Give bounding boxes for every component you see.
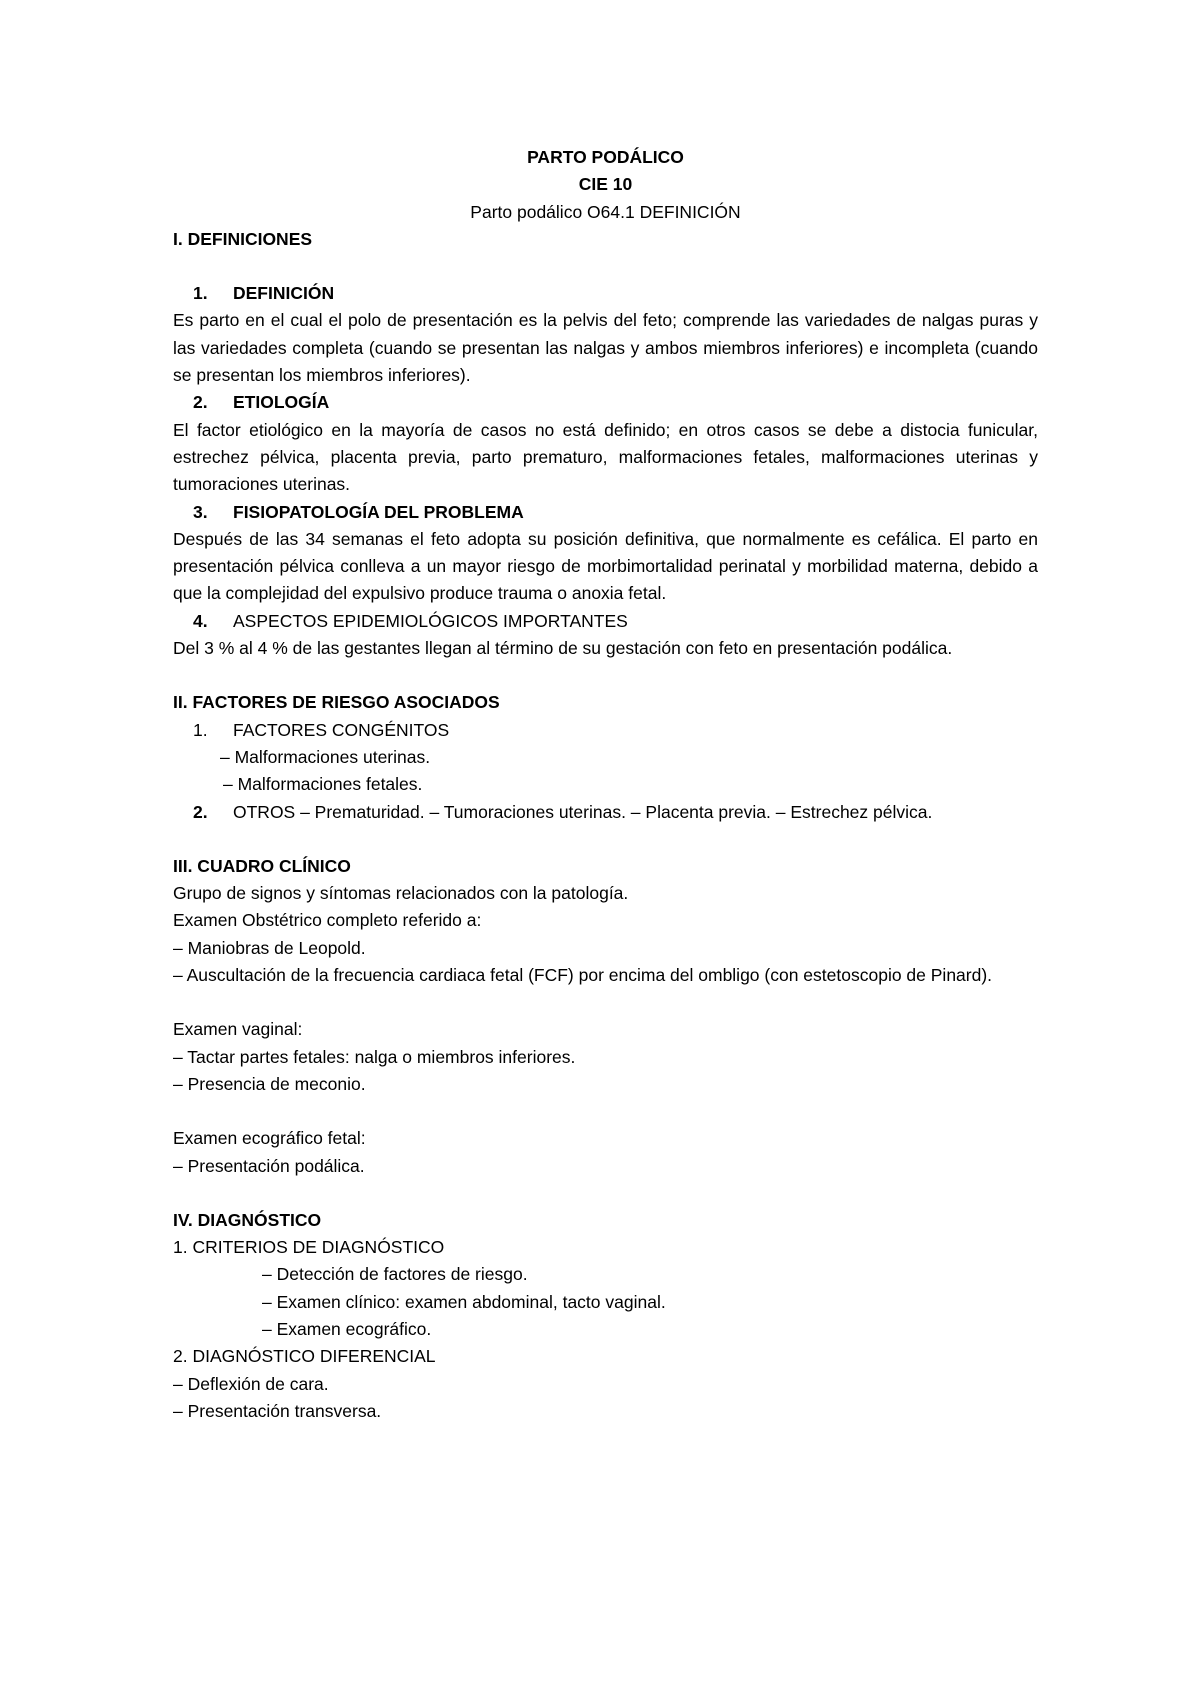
text-line: Grupo de signos y síntomas relacionados con la patología. xyxy=(173,883,629,904)
spacer xyxy=(173,662,1038,689)
paragraph-definicion: Es parto en el cual el polo de presentación es la pelvis del feto; comprende las variedades de nalgas puras y las variedades completa (cuando se presentan las nalgas y ambos miembros inferiores) e incompleta (cuando se presentan los miembros inferiores). xyxy=(173,310,1038,386)
document-subtitle: CIE 10 xyxy=(578,174,633,195)
list-line: – Malformaciones fetales. xyxy=(223,774,423,795)
list-item-etiologia xyxy=(173,389,1038,416)
spacer xyxy=(173,1098,1038,1125)
text-line: – Detección de factores de riesgo. xyxy=(262,1264,528,1285)
list-number: 1. xyxy=(193,719,208,740)
text-line: – Tactar partes fetales: nalga o miembros inferiores. xyxy=(173,1046,576,1067)
list-item-definicion xyxy=(173,280,1038,307)
list-item-title: ASPECTOS EPIDEMIOLÓGICOS IMPORTANTES xyxy=(233,610,628,631)
list-number: 1. xyxy=(193,283,208,304)
text-line: – Presentación transversa. xyxy=(173,1400,382,1421)
spacer xyxy=(173,253,1038,280)
list-item-otros xyxy=(173,799,1038,826)
text-line: – Maniobras de Leopold. xyxy=(173,937,366,958)
list-item-text: OTROS – Prematuridad. – Tumoraciones uterinas. – Placenta previa. – Estrechez pélvica. xyxy=(233,801,933,822)
section-heading-factores: II. FACTORES DE RIESGO ASOCIADOS xyxy=(173,692,500,713)
list-line: – Malformaciones uterinas. xyxy=(220,746,431,767)
spacer xyxy=(173,989,1038,1016)
text-line: Examen Obstétrico completo referido a: xyxy=(173,910,482,931)
text-line: – Presencia de meconio. xyxy=(173,1073,366,1094)
list-number: 2. xyxy=(193,392,208,413)
list-item-title: FISIOPATOLOGÍA DEL PROBLEMA xyxy=(233,501,524,522)
list-item-fisiopatologia xyxy=(173,499,1038,526)
document-body xyxy=(173,144,1038,1425)
list-item-title: ETIOLOGÍA xyxy=(233,392,330,413)
code-line: Parto podálico O64.1 DEFINICIÓN xyxy=(470,201,741,222)
list-item-congenitos xyxy=(173,717,1038,744)
text-line: 1. CRITERIOS DE DIAGNÓSTICO xyxy=(173,1237,445,1258)
text-line: Examen vaginal: xyxy=(173,1019,303,1040)
paragraph-fisiopatologia: Después de las 34 semanas el feto adopta su posición definitiva, que normalmente es cefálica. El parto en presentación pélvica conlleva a un mayor riesgo de morbimortalidad perinatal y morbilidad materna, debido a que la complejidad del expulsivo produce trauma o anoxia fetal. xyxy=(173,528,1038,604)
text-line: – Auscultación de la frecuencia cardiaca fetal (FCF) por encima del ombligo (con estetoscopio de Pinard). xyxy=(173,965,993,986)
text-line: Examen ecográfico fetal: xyxy=(173,1128,366,1149)
section-heading-definiciones: I. DEFINICIONES xyxy=(173,228,313,249)
text-line: – Examen ecográfico. xyxy=(262,1318,432,1339)
section-heading-diagnostico: IV. DIAGNÓSTICO xyxy=(173,1209,322,1230)
list-number: 4. xyxy=(193,610,208,631)
text-line: 2. DIAGNÓSTICO DIFERENCIAL xyxy=(173,1346,436,1367)
list-number: 3. xyxy=(193,501,208,522)
spacer xyxy=(173,826,1038,853)
paragraph-etiologia: El factor etiológico en la mayoría de casos no está definido; en otros casos se debe a distocia funicular, estrechez pélvica, placenta previa, parto prematuro, malformaciones fetales, malformaciones uterinas y tumoraciones uterinas. xyxy=(173,419,1038,495)
document-title: PARTO PODÁLICO xyxy=(527,147,684,167)
list-item-title: DEFINICIÓN xyxy=(233,283,335,304)
list-item-epidemiologia xyxy=(173,608,1038,635)
text-line: – Deflexión de cara. xyxy=(173,1373,329,1394)
paragraph-epidemiologia: Del 3 % al 4 % de las gestantes llegan al término de su gestación con feto en presentación podálica. xyxy=(173,638,953,659)
text-line: – Presentación podálica. xyxy=(173,1155,365,1176)
list-item-title: FACTORES CONGÉNITOS xyxy=(233,719,450,740)
section-heading-cuadro-clinico: III. CUADRO CLÍNICO xyxy=(173,855,351,876)
text-line: – Examen clínico: examen abdominal, tacto vaginal. xyxy=(262,1291,666,1312)
list-number: 2. xyxy=(193,801,208,822)
spacer xyxy=(173,1180,1038,1207)
